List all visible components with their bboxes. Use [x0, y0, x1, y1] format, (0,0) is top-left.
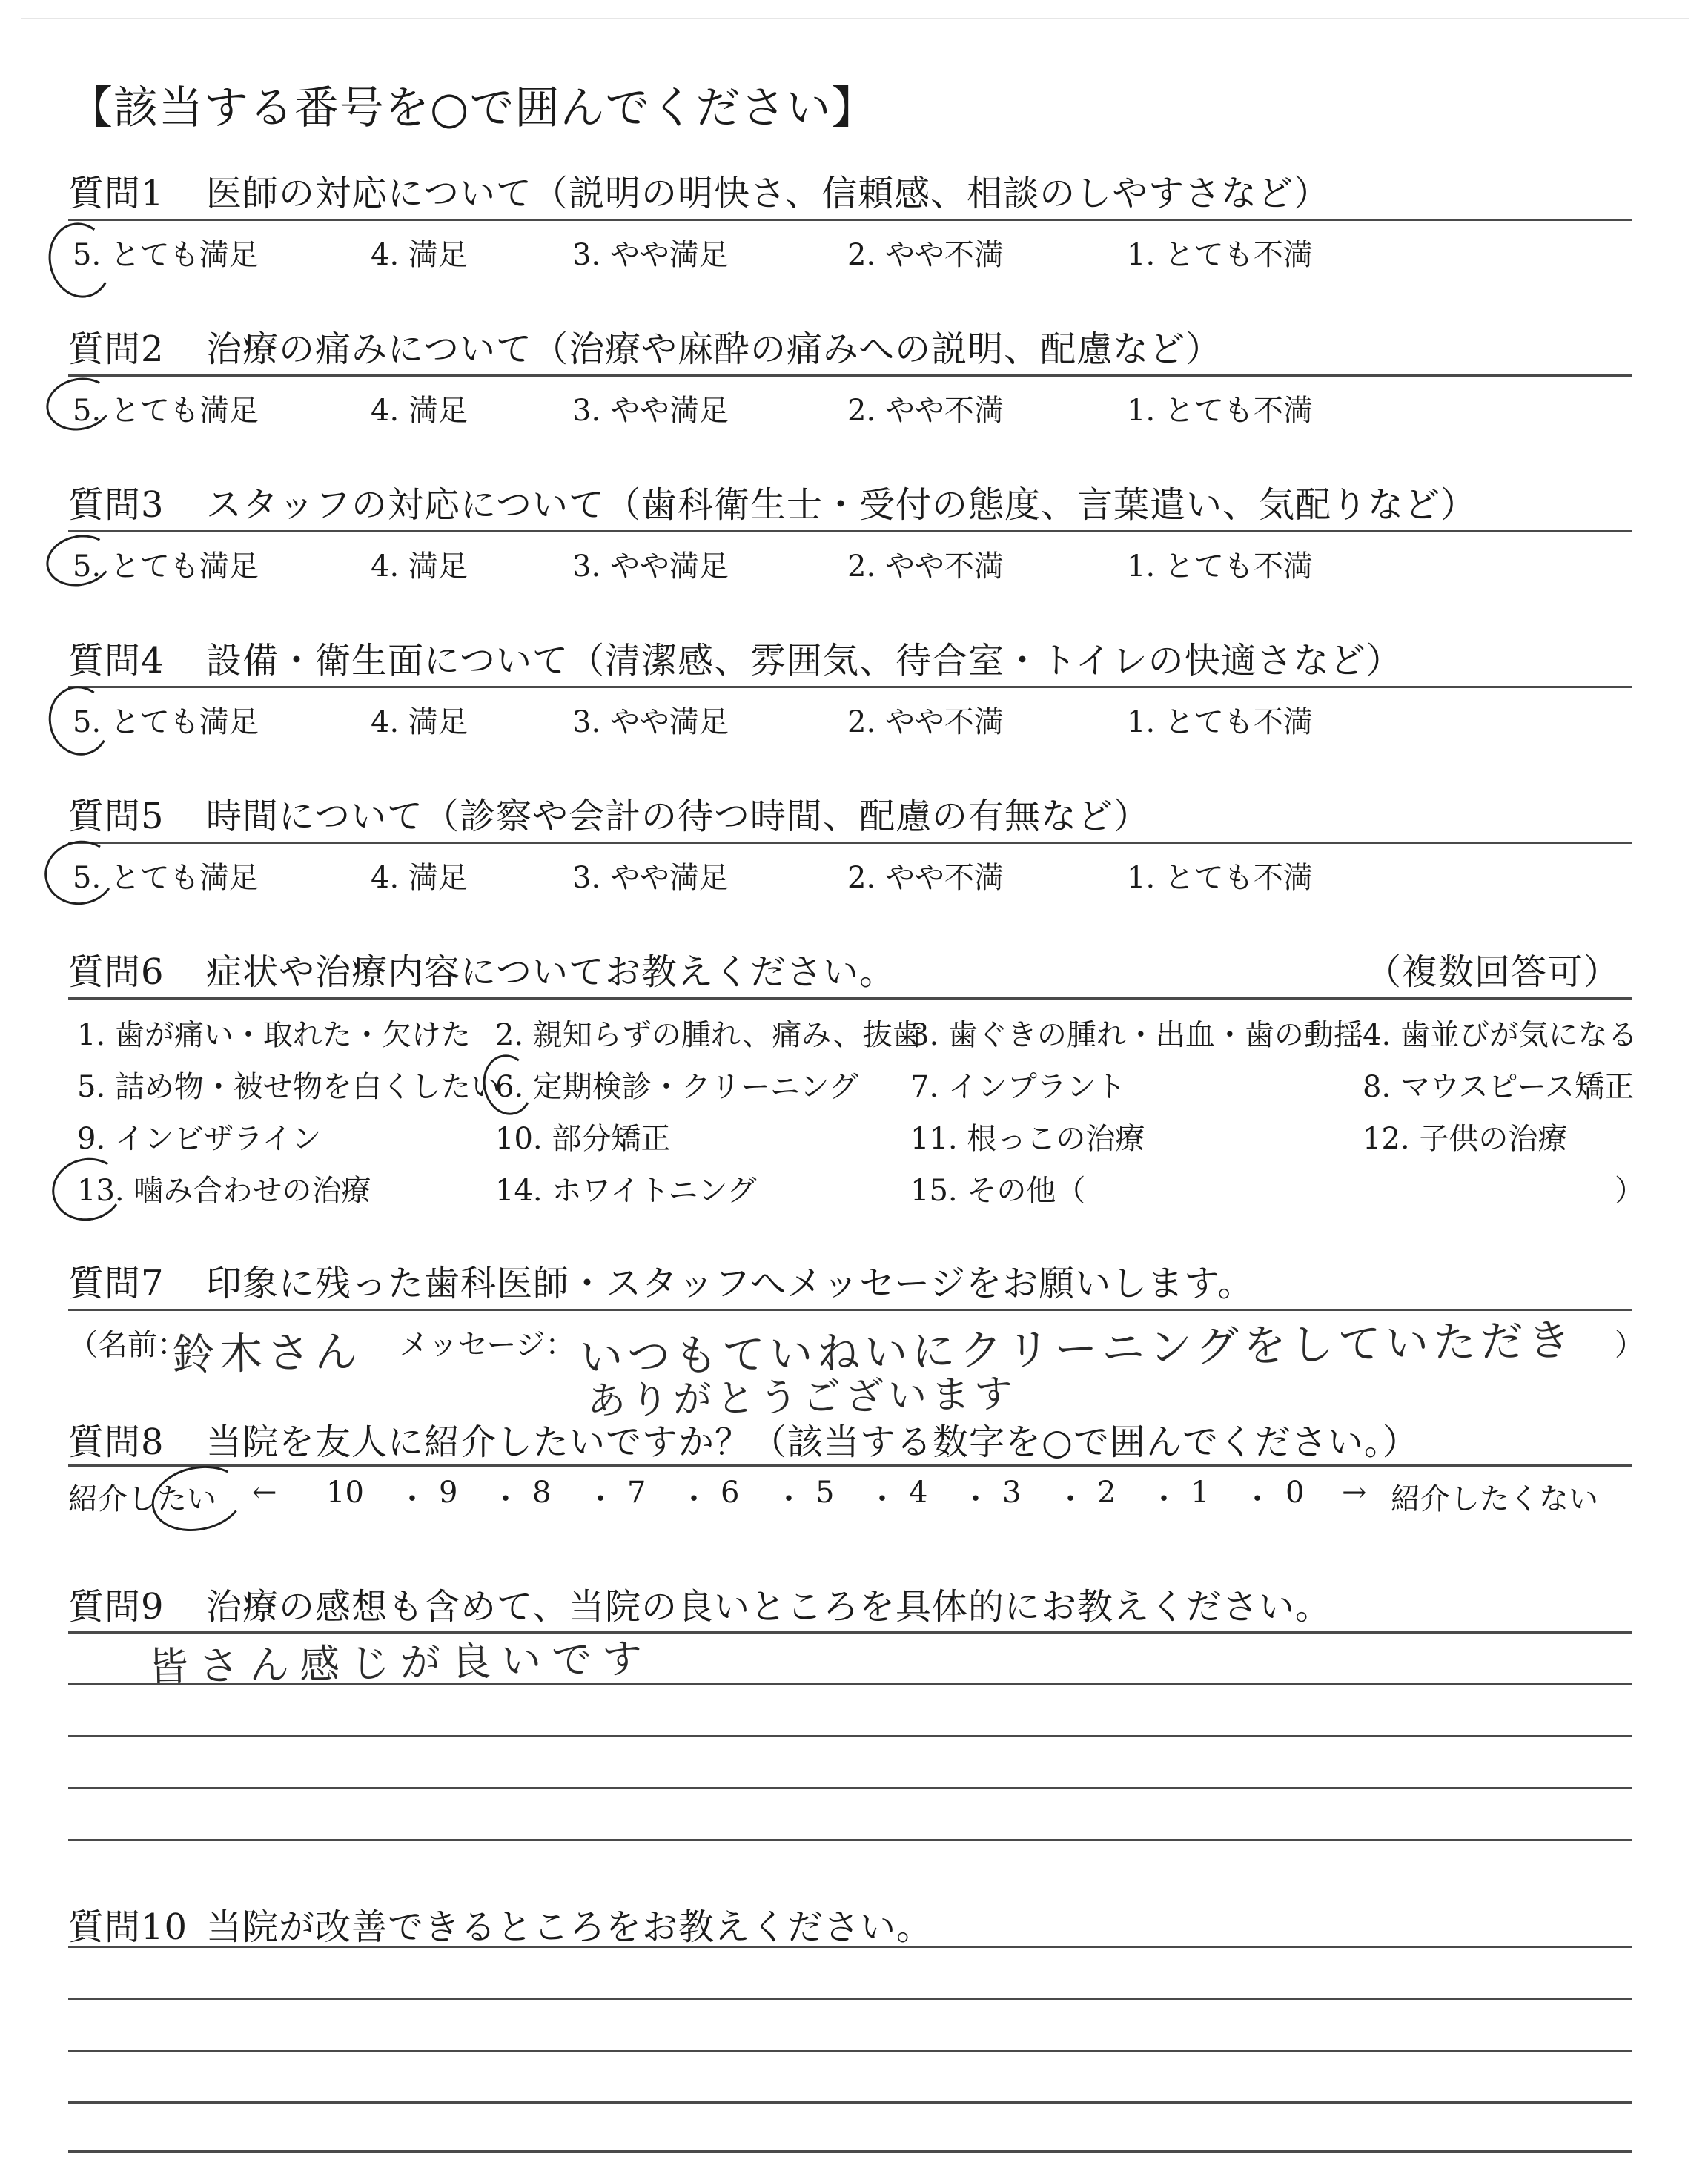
- q8-scale-3[interactable]: 3: [1002, 1476, 1022, 1510]
- q8-scale-5[interactable]: 5: [815, 1476, 835, 1510]
- question-2-label: 質問2: [68, 328, 165, 370]
- q1-option-5[interactable]: 5. とても満足: [73, 238, 259, 272]
- q6-option-15[interactable]: 15. その他（: [910, 1174, 1086, 1208]
- q8-dot: ・: [491, 1482, 520, 1516]
- q3-option-5[interactable]: 5. とても満足: [73, 549, 259, 584]
- question-5-text: 時間について（診察や会計の待つ時間、配慮の有無など）: [206, 796, 1151, 837]
- q10-line-4: [68, 2101, 1632, 2104]
- q6-option-2[interactable]: 2. 親知らずの腫れ、痛み、抜歯: [495, 1018, 922, 1052]
- q1-option-4[interactable]: 4. 満足: [371, 238, 468, 272]
- question-3-label: 質問3: [68, 484, 165, 526]
- q4-option-3[interactable]: 3. やや満足: [572, 705, 729, 739]
- question-8-rule: [68, 1464, 1632, 1467]
- q8-right-label: 紹介したくない: [1391, 1482, 1598, 1516]
- q9-answer-handwritten: 皆さん感じが良いです: [148, 1635, 653, 1691]
- q2-option-1[interactable]: 1. とても不満: [1127, 394, 1313, 428]
- q6-option-13-circle: [46, 1152, 128, 1227]
- q9-line-4: [68, 1787, 1632, 1789]
- question-10-label: 質問10: [68, 1906, 188, 1948]
- question-6-rule: [68, 997, 1632, 1000]
- q5-option-1[interactable]: 1. とても不満: [1127, 861, 1313, 895]
- q8-scale-0[interactable]: 0: [1285, 1476, 1305, 1510]
- q8-dot: ・: [1242, 1482, 1272, 1516]
- q6-option-3[interactable]: 3. 歯ぐきの腫れ・出血・歯の動揺: [910, 1018, 1363, 1052]
- question-9-text: 治療の感想も含めて、当院の良いところを具体的にお教えください。: [206, 1586, 1332, 1628]
- question-8-text: 当院を友人に紹介したいですか？（該当する数字を○で囲んでください。）: [206, 1421, 1419, 1463]
- question-6-note: （複数回答可）: [1366, 951, 1621, 993]
- question-5-rule: [68, 842, 1632, 844]
- q8-dot: ・: [774, 1482, 804, 1516]
- scan-top-edge: [21, 18, 1689, 19]
- question-6-label: 質問6: [68, 951, 165, 993]
- q3-option-4[interactable]: 4. 満足: [371, 549, 468, 584]
- q5-option-3[interactable]: 3. やや満足: [572, 861, 729, 895]
- question-8-label: 質問8: [68, 1421, 165, 1463]
- q6-option-10[interactable]: 10. 部分矯正: [495, 1122, 671, 1156]
- q7-message-handwritten-line2: ありがとうございます: [586, 1371, 1018, 1424]
- q3-option-3[interactable]: 3. やや満足: [572, 549, 729, 584]
- question-1-label: 質問1: [68, 173, 165, 214]
- q6-option-6[interactable]: 6. 定期検診・クリーニング: [495, 1070, 859, 1104]
- q10-line-3: [68, 2050, 1632, 2052]
- q6-option-7[interactable]: 7. インプラント: [910, 1070, 1126, 1104]
- q8-left-arrow: ←: [252, 1476, 277, 1510]
- q8-dot: ・: [679, 1482, 709, 1516]
- q5-option-5[interactable]: 5. とても満足: [73, 861, 259, 895]
- question-6-text: 症状や治療内容についてお教えください。: [206, 951, 896, 993]
- q6-option-14[interactable]: 14. ホワイトニング: [495, 1174, 757, 1208]
- q6-option-13[interactable]: 13. 噛み合わせの治療: [77, 1174, 371, 1208]
- q6-option-9[interactable]: 9. インビザライン: [77, 1122, 322, 1156]
- q7-close-paren: ）: [1615, 1328, 1644, 1362]
- q9-line-2: [68, 1683, 1632, 1685]
- q8-dot: ・: [961, 1482, 990, 1516]
- question-4-label: 質問4: [68, 640, 165, 681]
- q10-line-1: [68, 1946, 1632, 1948]
- question-3-rule: [68, 530, 1632, 532]
- question-4-rule: [68, 686, 1632, 688]
- q8-scale-4[interactable]: 4: [909, 1476, 928, 1510]
- q8-dot: ・: [586, 1482, 615, 1516]
- question-1-rule: [68, 219, 1632, 221]
- q1-option-2[interactable]: 2. やや不満: [847, 238, 1004, 272]
- q8-scale-2[interactable]: 2: [1097, 1476, 1116, 1510]
- q8-answer-circle: [145, 1458, 250, 1539]
- q4-option-4[interactable]: 4. 満足: [371, 705, 468, 739]
- question-9-label: 質問9: [68, 1586, 165, 1628]
- q1-option-1[interactable]: 1. とても不満: [1127, 238, 1313, 272]
- q7-name-handwritten: 鈴木さん: [171, 1326, 363, 1381]
- q7-message-label: メッセージ：: [399, 1328, 575, 1362]
- q8-left-label: 紹介したい: [68, 1482, 216, 1516]
- q6-other-close-paren: ）: [1615, 1174, 1644, 1208]
- q2-option-2[interactable]: 2. やや不満: [847, 394, 1004, 428]
- q5-answer-circle: [39, 834, 122, 911]
- q6-option-1[interactable]: 1. 歯が痛い・取れた・欠けた: [77, 1018, 471, 1052]
- q4-option-2[interactable]: 2. やや不満: [847, 705, 1004, 739]
- q6-option-5[interactable]: 5. 詰め物・被せ物を白くしたい: [77, 1070, 500, 1104]
- question-10-text: 当院が改善できるところをお教えください。: [206, 1906, 933, 1948]
- page-title: 【該当する番号を○で囲んでください】: [68, 82, 877, 134]
- q10-line-2: [68, 1998, 1632, 2000]
- q8-scale-10[interactable]: 10: [326, 1476, 364, 1510]
- q4-option-5[interactable]: 5. とても満足: [73, 705, 259, 739]
- q9-line-3: [68, 1735, 1632, 1737]
- q9-line-5: [68, 1839, 1632, 1841]
- q7-message-handwritten-line1: いつもていねいにクリーニングをしていただき: [579, 1315, 1576, 1383]
- q10-line-5: [68, 2150, 1632, 2153]
- q8-dot: ・: [1149, 1482, 1179, 1516]
- q1-answer-circle: [42, 217, 118, 303]
- q4-answer-circle: [42, 681, 116, 762]
- question-7-text: 印象に残った歯科医師・スタッフへメッセージをお願いします。: [206, 1263, 1254, 1304]
- q2-option-3[interactable]: 3. やや満足: [572, 394, 729, 428]
- q8-scale-8[interactable]: 8: [532, 1476, 552, 1510]
- q6-option-4[interactable]: 4. 歯並びが気になる: [1363, 1018, 1638, 1052]
- q2-option-4[interactable]: 4. 満足: [371, 394, 468, 428]
- q5-option-2[interactable]: 2. やや不満: [847, 861, 1004, 895]
- question-1-text: 医師の対応について（説明の明快さ、信頼感、相談のしやすさなど）: [206, 173, 1331, 214]
- question-5-label: 質問5: [68, 796, 165, 837]
- q6-option-11[interactable]: 11. 根っこの治療: [910, 1122, 1145, 1156]
- question-2-rule: [68, 374, 1632, 377]
- q8-scale-6[interactable]: 6: [721, 1476, 740, 1510]
- q3-option-2[interactable]: 2. やや不満: [847, 549, 1004, 584]
- q2-option-5[interactable]: 5. とても満足: [73, 394, 259, 428]
- q7-name-label: （名前：: [68, 1328, 187, 1362]
- q4-option-1[interactable]: 1. とても不満: [1127, 705, 1313, 739]
- q8-dot: ・: [397, 1482, 427, 1516]
- q8-dot: ・: [1056, 1482, 1085, 1516]
- q6-option-12[interactable]: 12. 子供の治療: [1363, 1122, 1568, 1156]
- q8-scale-7[interactable]: 7: [627, 1476, 646, 1510]
- question-3-text: スタッフの対応について（歯科衛生士・受付の態度、言葉遣い、気配りなど）: [206, 484, 1477, 526]
- q3-option-1[interactable]: 1. とても不満: [1127, 549, 1313, 584]
- q8-scale-1[interactable]: 1: [1191, 1476, 1210, 1510]
- q6-option-6-circle: [477, 1050, 538, 1120]
- q1-option-3[interactable]: 3. やや満足: [572, 238, 729, 272]
- question-2-text: 治療の痛みについて（治療や麻酔の痛みへの説明、配慮など）: [206, 328, 1222, 370]
- q6-option-8[interactable]: 8. マウスピース矯正: [1363, 1070, 1635, 1104]
- q8-dot: ・: [867, 1482, 897, 1516]
- q8-right-arrow: →: [1342, 1476, 1367, 1510]
- q8-scale-9[interactable]: 9: [439, 1476, 458, 1510]
- question-4-text: 設備・衛生面について（清潔感、雰囲気、待合室・トイレの快適さなど）: [206, 640, 1403, 681]
- question-7-label: 質問7: [68, 1263, 165, 1304]
- q5-option-4[interactable]: 4. 満足: [371, 861, 468, 895]
